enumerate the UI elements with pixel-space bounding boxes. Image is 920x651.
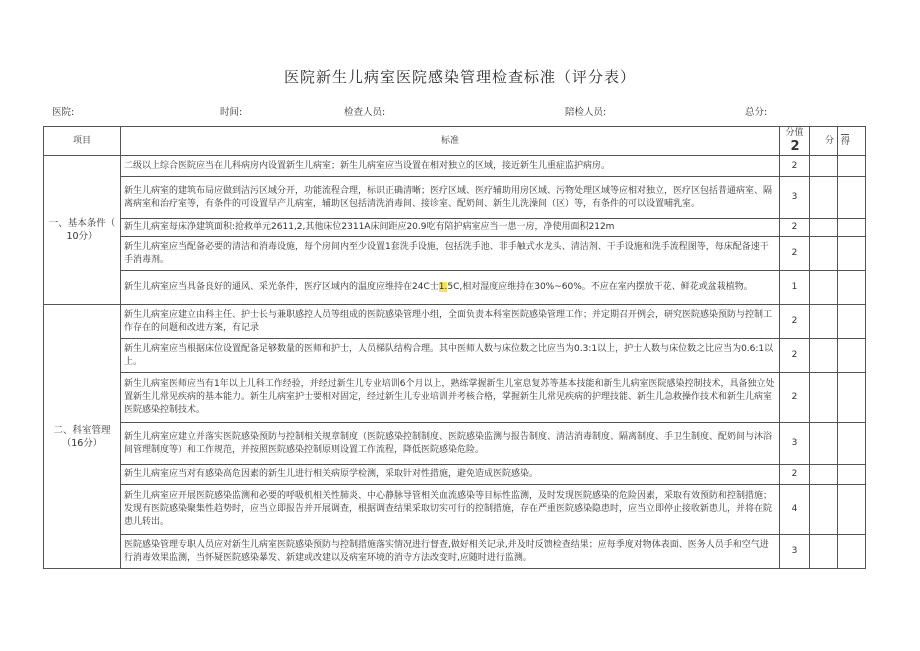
earned-cell[interactable] xyxy=(838,237,866,271)
header-standard: 标准 xyxy=(121,127,780,156)
table-row xyxy=(44,339,866,373)
section-name: 二、科室管理 xyxy=(53,424,111,436)
standard-text: 新生儿病室应当配备必要的清洁和消毒设施，每个房间内至少设置1套洗手设施，包括洗手池、非手触式水龙头、清洁剂、干手设施和洗手流程图等，每床配备速干手消毒剂。 xyxy=(121,237,780,271)
deduct-cell[interactable] xyxy=(810,271,838,305)
table-row xyxy=(44,465,866,485)
earned-cell[interactable] xyxy=(838,156,866,177)
earned-cell[interactable] xyxy=(838,485,866,535)
standard-text: 新生儿病室应建立并落实医院感染预防与控制相关规章制度（医院感染控制制度、医院感染监测与报告制度、清洁消毒制度、隔离制度、手卫生制度、配奶间与沐浴间管理制度等）和工作规范，并按照医院感染控制原则设置工作流程，降低医院感染危险。 xyxy=(121,423,780,465)
section-dept-management xyxy=(44,305,121,569)
standard-text: 新生儿病室应当根据床位设置配备足够数量的医师和护士，人员梯队结构合理。其中医师人数与床位数之比应当为0.3:1以上，护士人数与床位数之比应当为0.6:1以上。 xyxy=(121,339,780,373)
header-score-label: 分值 xyxy=(785,128,804,138)
header-earned xyxy=(838,127,866,156)
table-row xyxy=(44,219,866,237)
earned-cell[interactable] xyxy=(838,271,866,305)
hospital-label: 医院: xyxy=(52,107,75,118)
earned-cell[interactable] xyxy=(838,465,866,485)
standard-text-post: 5C,相对湿度应维持在30%~60%。不应在室内摆放干花、鲜花或盆栽植物。 xyxy=(447,282,753,292)
header-deduct xyxy=(810,127,838,156)
score-value: 2 xyxy=(780,465,810,485)
deduct-cell[interactable] xyxy=(810,535,838,569)
deduct-cell[interactable] xyxy=(810,237,838,271)
score-value: 4 xyxy=(780,485,810,535)
deduct-cell[interactable] xyxy=(810,373,838,423)
time-label: 时间: xyxy=(220,107,243,118)
score-value: 1 xyxy=(780,271,810,305)
score-value: 3 xyxy=(780,535,810,569)
header-deduct-b: 得 xyxy=(841,136,851,147)
score-value: 3 xyxy=(780,423,810,465)
standard-text: 新生儿病室应开展医院感染监测和必要的呼吸机相关性肺炎、中心静脉导管相关血流感染等目标性监测，及时发现医院感染的危险因素，采取有效预防和控制措施；发现有医院感染聚集性趋势时，应当立即报告并开展调查，根据调查结果采取切实可行的控制措施，存在严重医院感染隐患时，应当立即停止接收新患儿，并将在院患儿转出。 xyxy=(121,485,780,535)
standard-text: 新生儿病室医师应当有1年以上儿科工作经验，并经过新生儿专业培训6个月以上，熟练掌握新生儿室息复苏等基本技能和新生儿病室医院感染控制技术，具备独立处置新生儿常见疾病的基本能力。新生儿病室护士要相对固定，经过新生儿专业培训并考核合格，掌握新生儿常见疾病的护理技能、新生儿急救操作技术和新生儿病室医院感染控制技术。 xyxy=(121,373,780,423)
highlighted-text: 1. xyxy=(438,282,448,292)
earned-cell[interactable] xyxy=(838,373,866,423)
table-header-row xyxy=(44,127,866,156)
deduct-cell[interactable] xyxy=(810,465,838,485)
header-deduct-a: 分 xyxy=(824,135,834,146)
score-value: 2 xyxy=(780,237,810,271)
standard-text: 医院感染管理专职人员应对新生儿病室医院感染预防与控制措施落实情况进行督查,做好相关记录,并及时反馈检查结果；应每季度对物体表面、医务人员手和空气进行消毒效果监测，当怀疑医院感染暴发、新建或改建以及病室环境的消寺方法改变时,应随时进行监测。 xyxy=(121,535,780,569)
deduct-cell[interactable] xyxy=(810,339,838,373)
deduct-cell[interactable] xyxy=(810,156,838,177)
score-value: 3 xyxy=(780,177,810,219)
deduct-cell[interactable] xyxy=(810,305,838,339)
earned-cell[interactable] xyxy=(838,177,866,219)
accompany-label: 陪检人员: xyxy=(565,107,607,118)
section-name: 一、基本条件（ xyxy=(48,218,116,229)
earned-cell[interactable] xyxy=(838,305,866,339)
section-basic-conditions xyxy=(44,156,121,305)
standard-text-pre: 新生儿病室应当具备良好的通风、采光条件，医疗区域内的温度应维持在24C士 xyxy=(124,282,439,292)
earned-cell[interactable] xyxy=(838,219,866,237)
deduct-cell[interactable] xyxy=(810,485,838,535)
table-row xyxy=(44,485,866,535)
standard-text xyxy=(121,271,780,305)
standard-text: 新生儿病室应建立由科主任、护士长与兼职感控人员等组成的医院感染管理小组，全面负责本科室医院感染管理工作；并定期召开例会，研究医院感染预防与控制工作存在的问题和改进方案，有记录 xyxy=(121,305,780,339)
table-row xyxy=(44,271,866,305)
score-value: 2 xyxy=(780,339,810,373)
table-row xyxy=(44,305,866,339)
page-title: 医院新生儿病室医院感染管理检查标准（评分表） xyxy=(283,68,636,86)
standard-text: 新生儿病室的建筑布局应做到洁污区域分开，功能流程合理，标识正确清晰；医疗区域、医疗辅助用房区域、污物处理区域等应相对独立，医疗区包括普通病室、隔离病室和治疗室等，有条件的可设置早产儿病室，辅助区包括清洗消毒间、接诊室、配奶间、新生儿洗澡间（区）等，有条件的可以设置哺乳室。 xyxy=(121,177,780,219)
section-points: 10分） xyxy=(66,231,98,242)
standard-text: 二级以上综合医院应当在儿科病房内设置新生儿病室；新生儿病室应当设置在相对独立的区域，接近新生儿重症监护病房。 xyxy=(121,156,780,177)
header-score-mark: 2 xyxy=(790,139,800,154)
deduct-cell[interactable] xyxy=(810,177,838,219)
table-row xyxy=(44,423,866,465)
score-value: 2 xyxy=(780,305,810,339)
header-score xyxy=(780,127,810,156)
inspector-label: 检查人员: xyxy=(344,107,386,118)
header-item: 项目 xyxy=(44,127,121,156)
standard-text: 新生儿病室每床净建筑面积:抢救单元2611,2,其他床位2311A床间距应20.9吃有陪护病室应当一患一房，净使用面积212m xyxy=(121,219,780,237)
score-table xyxy=(43,126,866,569)
table-row xyxy=(44,237,866,271)
earned-cell[interactable] xyxy=(838,535,866,569)
deduct-cell[interactable] xyxy=(810,219,838,237)
table-row xyxy=(44,177,866,219)
deduct-cell[interactable] xyxy=(810,423,838,465)
score-value: 2 xyxy=(780,219,810,237)
table-row xyxy=(44,156,866,177)
table-row xyxy=(44,535,866,569)
table-row xyxy=(44,373,866,423)
earned-cell[interactable] xyxy=(838,423,866,465)
section-points: （16分） xyxy=(61,437,103,449)
score-value: 2 xyxy=(780,373,810,423)
score-value: 2 xyxy=(780,156,810,177)
total-score-label: 总分: xyxy=(745,107,768,118)
standard-text: 新生儿病室应当对有感染高危因素的新生儿进行相关病原学检测，采取针对性措施，避免造成医院感染。 xyxy=(121,465,780,485)
earned-cell[interactable] xyxy=(838,339,866,373)
